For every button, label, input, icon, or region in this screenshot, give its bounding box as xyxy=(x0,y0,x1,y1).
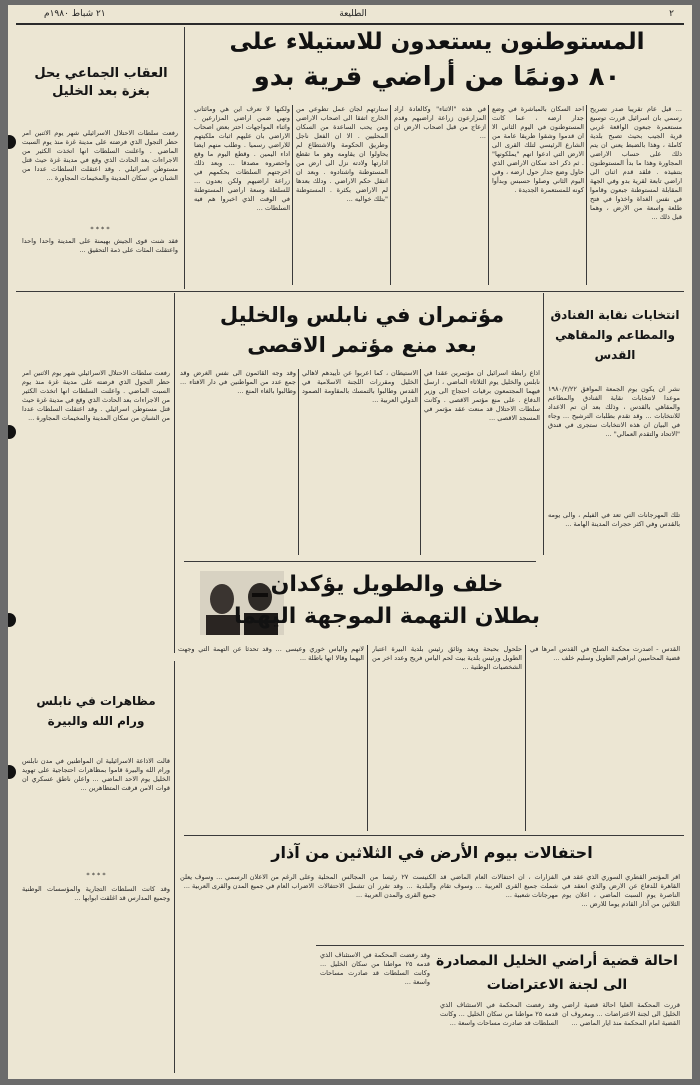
issue-date: ٢١ شباط ١٩٨٠م xyxy=(44,9,106,19)
union-election-body: نشر ان يكون يوم الجمعة الموافق ١٩٨٠/٢/٢٢ موعدا لانتخابات نقابة الفنادق والمطاعم والمقاهي بالقدس ، وذلك بعد ان تم الاعداد للانتخابات ... وقد تقدم بطلبات الترشيح ... وجاء في البيان ان هذه الانتخابات ستجرى في فندق "الاتحاد والتقدم العمالي" ... xyxy=(548,385,680,438)
binder-hole xyxy=(8,135,16,149)
section-rule xyxy=(16,291,684,292)
hebron-lands-column: وقد رفضت المحكمة في الاستئناف الذي قدمه ٢٥ مواطنا من سكان الخليل ... وكانت السلطات قد صادرت مساحات واسعة ... xyxy=(320,951,430,986)
binder-hole xyxy=(8,425,16,439)
newspaper-name: الطليعة xyxy=(339,9,367,19)
demonstrations-body: قالت الاذاعة الاسرائيلية ان المواطنين في مدن نابلس ورام الله والبيرة قاموا بمظاهرات احتجاجية على تهويد الخليل يوم الاحد الماضي ... واعلن ناطق عسكري ان قوات الامن فرقت المتظاهرين ... xyxy=(22,757,170,792)
gaza-continued: رفعت سلطات الاحتلال الاسرائيلي شهر يوم الاثنين امر حظر التجول الذي فرضته على مدينة غزة منذ يوم السبت الماضي . واعلنت السلطات انها اتخذت الكثير من الاجراءات بعد الحادث الذي وقع في مدينة غزة حيث قتل مستوطن اسرائيلي . وقد اعتقلت السلطات عددا من الشبان من سكان المدينة والمخيمات المجاورة ... xyxy=(22,369,170,422)
conference-headline-line2: بعد منع مؤتمر الاقصى xyxy=(247,333,477,357)
page-number: ٢ xyxy=(669,9,674,19)
sidebar-rule xyxy=(543,293,544,555)
demonstrations-title: مظاهرات في نابلس ورام الله والبيرة xyxy=(36,694,156,728)
column-rule xyxy=(390,105,391,285)
hebron-lands-column: قررت المحكمة العليا احالة قضية اراضي الخليل الى لجنة الاعتراضات ... ومعروف ان القضية امام المحكمة منذ ايار الماضي ... xyxy=(562,1001,680,1027)
union-election-continuation: تلك المهرجانات التي تعد في الفيلم ، والى يومه بالقدس وفي اكثر حجرات المدينة الهامة ... xyxy=(548,511,680,528)
gaza-separator: * * * * xyxy=(90,225,110,233)
accused-column: لانهم والياس خوري وعيسى ... وقد تحدثا عن التهمة التي وجهت اليهما وقالا انها باطلة ... xyxy=(178,645,364,662)
lead-column: ... قبل عام تقريبا صدر تصريح رسمي بان اسرائيل قررت توسيع مستعمرة جبعون الواقعة غربي قرية الجيب بحيث تصبح بلدية كاملة ، وهذا بالضبط يعني ان يتم ذلك على حساب الاراضي المجاورة وهذا ما بدأ المستوطنون بتنفيذه . فلقد قدم اثنان الى اراضي تابعة لقرية بدو وفي الجهة المقابلة لمستوطنة جبعون وقاموا في نفس الغداة واخذوا في فتح طلعة واسعة من الارض ، وهما قبل ذلك ... xyxy=(590,105,682,221)
land-day-headline: احتفالات بيوم الأرض في الثلاثين من آذار xyxy=(271,843,593,862)
hebron-lands-headline-line2: الى لجنة الاعتراضات xyxy=(486,977,628,993)
conference-headline-line1: مؤتمران في نابلس والخليل xyxy=(219,303,505,327)
lead-column: ستارتهم لجان عمل تطوعي من الخارج اتفقا الى اصحاب الاراضي ومن يحب الساعدة من السكان المحليين . الا ان الفعل ناجل وطريق الحكومة والاشتطاع لم يحاولوا ان يقاومه وهو ما تقطع ادارتها ولادته نزل الى ارض من المستوطنة واشتادوه . وبعد ان انتقل حكم الاراضي . ودلك بعدها لم الاراضي بكثرة . المستوطنة "بتلك خواليه ... xyxy=(296,105,388,203)
sidebar-rule xyxy=(174,661,175,1073)
accused-column: حلحول بحبحة ويعد وثائق رئيس بلدية البيرة اعتبار الطويل ورئيس بلدية بيت لحم الياس فريج وعدد اخر من الشخصيات الوطنية ... xyxy=(372,645,522,671)
land-day-column: وعلى الرغم من الاعلان الرسمي ... وسوف يعلن الاضراب العام في جميع المدن والقرى العربية ... xyxy=(180,873,314,890)
accused-column: القدس - اصدرت محكمة الصلح في القدس امرها في قضية المحاميين ابراهيم الطويل وسليم خلف ... xyxy=(530,645,680,662)
lead-column: في هذه "الاثناء" وكالعادة اراد المزارعون زراعة اراضيهم وقدم ازعاج من قبل اصحاب الارض ان ... xyxy=(394,105,486,140)
conference-column: اذاع رابطة اسرائيل ان مؤتمرين عقدا في نابلس والخليل يوم الثلاثاء الماضي ، ارسل فيهما المجتمعون برقيات احتجاج الى وزير الدفاع . على منع مؤتمر الاقصى . وكانت سلطات الاحتلال قد منعت عقد مؤتمر في المسجد الاقصى ... xyxy=(424,369,540,422)
column-rule xyxy=(488,105,489,285)
column-rule xyxy=(586,105,587,285)
binder-hole xyxy=(8,613,16,627)
column-rule xyxy=(367,645,368,831)
conference-column: وقد وجه القائمون الى نفس الغرض وقد جمع عدد من المواطنين في دار الافتاء ... وطالبوا بالغاء المنع ... xyxy=(180,369,296,395)
demonstrations-body-2: وقد كانت السلطات التجارية والمؤسسات الوطنية وجميع المدارس قد اغلقت ابوابها ... xyxy=(22,885,170,902)
hebron-lands-column: وقد رفضت المحكمة في الاستئناف الذي قدمه ٢٥ مواطنا من سكان الخليل ... وكانت السلطات قد صادرت مساحات واسعة ... xyxy=(440,1001,558,1027)
gaza-article-body: رفعت سلطات الاحتلال الاسرائيلي شهر يوم الاثنين امر حظر التجول الذي فرضته على مدينة غزة منذ يوم السبت الماضي . واعلنت السلطات انها اتخذت الكثير من الاجراءات بعد الحادث الذي وقع في مدينة غزة حيث قتل مستوطن اسرائيلي . وقد اعتقلت السلطات عددا من الشبان من سكان المدينة والمخيمات المجاورة ... xyxy=(22,129,178,182)
land-day-column: الفزارات ، ان احتفالات العام الماضي قد شملت جميع القرى العربية ... وسوف تقام مهرجانات شعبية ... xyxy=(440,873,558,899)
land-day-column: الكنيست ٢٧ رئيسا من المجالس المحلية والبلدية ... وقد تقرر ان تشمل الاحتفالات جميع القرى والمدن العربية ... xyxy=(318,873,436,899)
gaza-article-title: العقاب الجماعي يحل بغزة بعد الخليل xyxy=(34,66,168,99)
accused-headline-line1: خلف والطويل يؤكدان xyxy=(270,572,504,597)
demonstrations-separator: * * * * xyxy=(86,871,106,879)
column-rule xyxy=(525,645,526,831)
conference-column: الاستيطان ، كما اعربوا عن تأييدهم لاهالي الخليل ومقررات اللجنة الاسلامية في القدس وطالبوا بالتمسك بالمقاومة الصمود الدولي العربية ... xyxy=(302,369,418,404)
binder-hole xyxy=(8,765,16,779)
sidebar-rule xyxy=(174,293,175,653)
accused-headline-line2: بطلان التهمة الموجهة اليهما xyxy=(234,604,540,629)
lead-headline-line1: المستوطنون يستعدون للاستيلاء على xyxy=(229,29,645,55)
lead-column: احد السكان بالمباشرة في وضع جدار ارضه ، عما كانت المستوطنون في اليوم الثاني الا ان قدموا وشقوا طريقا عامة من الشارع الرئيسي لتلك القرى الى الارض التي ادعوا انهم "يملكونها" . ثم ذكر احد سكان الاراضي الذي حاول وضع جدار حول ارضه ، وفي اليوم الثاني وصلوا حسبس وبدأوا كونه للمستعمرة الجديدة . xyxy=(492,105,584,194)
newspaper-page xyxy=(8,5,692,1079)
column-rule xyxy=(298,369,299,555)
hebron-lands-headline-line1: احالة قضية أراضي الخليل المصادرة xyxy=(436,953,678,969)
section-rule xyxy=(184,561,536,562)
header-rule xyxy=(16,23,684,25)
lead-column: ولكنها لا تعرف اين هي ومائتاني ونهي ضمن اراضي المزارعين . واثناء المواجهات احتر بعض اصحاب الاراضي بان عليهم اثبات ملكيتهم للاراضي رسميا . وطلب منهم ايضا اداء اليمين . وقطع اليوم ما وقع واحضروه مصدقا ... وبعد ذلك اخرجتهم السلطات بحكمهم في زراعة اراضيهم ولكن بعدون ... للسلطة وسعة اراضي المستوطنة في الوقت الذي اخبروا هم فيه السلطات ... xyxy=(194,105,290,212)
land-day-column: اقر المؤتمر القطري السوري الذي عقد في القاهرة للدفاع عن الارض والذي انعقد في الناصرة يوم السبت الماضي ، اعلان يوم الثلاثين من آذار القادم يوما للارض ... xyxy=(562,873,680,908)
gaza-article-body-2: فقد شنت قوى الجيش بهيمنة على المدينة واحدا واحدا واعتقلت المئات على ذمة التحقيق ... xyxy=(22,237,178,254)
section-rule xyxy=(316,945,684,946)
column-rule xyxy=(292,105,293,285)
union-election-title: انتخابات نقابة الفنادق والمطاعم والمقاهي القدس xyxy=(550,308,680,362)
lead-headline-line2: ٨٠ دونمًا من أراضي قرية بدو xyxy=(253,62,621,92)
column-rule xyxy=(420,369,421,555)
section-rule xyxy=(184,835,684,836)
sidebar-rule xyxy=(184,27,185,289)
